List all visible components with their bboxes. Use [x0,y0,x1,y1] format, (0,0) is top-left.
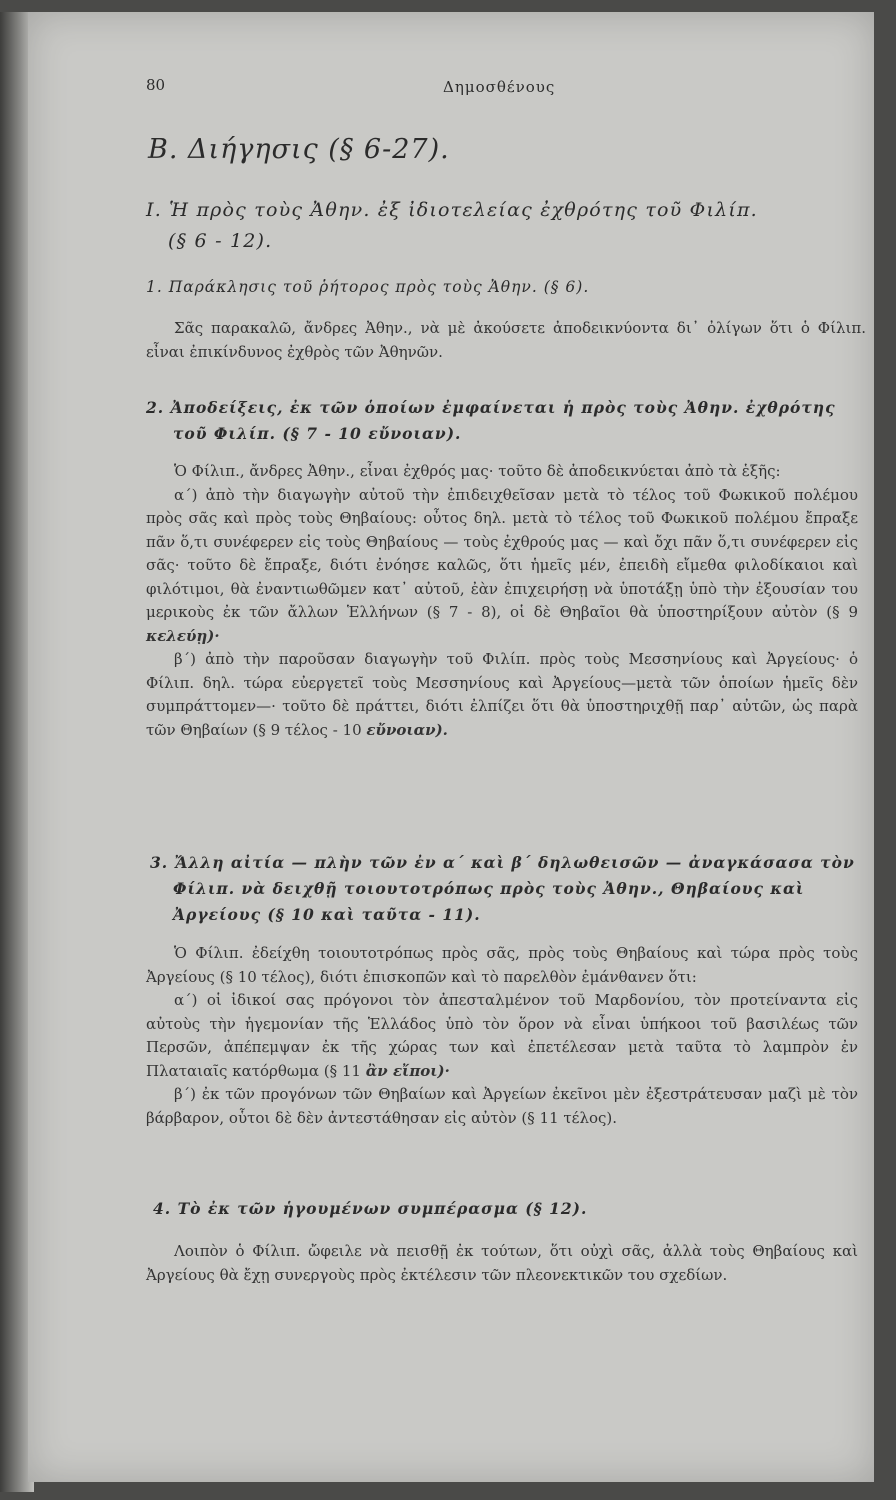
heading-I-line1: Ι. Ἡ πρὸς τοὺς Ἀθην. ἐξ ἰδιοτελείας ἐχθρότης τοῦ Φιλίπ. [146,199,758,221]
s3-paragraph-3: β´) ἐκ τῶν προγόνων τῶν Θηβαίων καὶ Ἀργείων ἐκεῖνοι μὲν ἐξεστράτευσαν μαζὶ μὲ τὸν βάρβαρον, οὗτοι δὲ δὲν ἀντεστάθησαν εἰς αὐτὸν (§ 11 τέλος). [146,1085,858,1127]
heading-I-line2: (§ 6 - 12). [168,230,273,252]
subheading-3-line3: Ἀργείους (§ 10 καὶ ταῦτα - 11). [173,905,481,924]
s2-paragraph-3-text: β´) ἀπὸ τὴν παροῦσαν διαγωγὴν τοῦ Φιλίπ. πρὸς τοὺς Μεσσηνίους καὶ Ἀργείους· ὁ Φίλιπ. δηλ. τώρα εὐεργετεῖ τοὺς Μεσσηνίους καὶ Ἀργείους—μετὰ τῶν ὁποίων ἡμεῖς δὲν συμπράττομεν—· τοῦτο δὲ πράττει, διότι ἐλπίζει ὅτι θὰ ὑποστηριχθῇ παρ᾽ αὐτῶν, ὡς παρὰ τῶν Θηβαίων (§ 9 τέλος - 10 [146,650,858,739]
s4-paragraph-1: Λοιπὸν ὁ Φίλιπ. ὤφειλε νὰ πεισθῇ ἐκ τούτων, ὅτι οὐχὶ σᾶς, ἀλλὰ τοὺς Θηβαίους καὶ Ἀργείους θὰ ἔχῃ συνεργοὺς πρὸς ἐκτέλεσιν τῶν πλεονεκτικῶν του σχεδίων. [146,1242,858,1284]
subheading-1: 1. Παράκλησις τοῦ ῥήτορος πρὸς τοὺς Ἀθην. (§ 6). [146,278,590,296]
s3-paragraph-2-text: α´) οἱ ἰδικοί σας πρόγονοι τὸν ἀπεσταλμένον τοῦ Μαρδονίου, τὸν προτείναντα εἰς αὐτοὺς τὴν ἡγεμονίαν τῆς Ἑλλάδος ὑπὸ τὸν ὅρον νὰ εἶναι ὑπήκοοι τοῦ βασιλέως τῶν Περσῶν, ἀπέπεμψαν ἐκ τῆς χώρας των καὶ ἐπετέλεσαν μετὰ ταῦτα τὸ λαμπρὸν ἐν Πλαταιαῖς κατόρθωμα (§ 11 [146,991,858,1080]
paragraph-1 [146,317,866,364]
section-2-body [146,460,858,742]
book-page [28,12,874,1482]
s3-paragraph-1: Ὁ Φίλιπ. ἐδείχθη τοιουτοτρόπως πρὸς σᾶς, πρὸς τοὺς Θηβαίους καὶ τώρα πρὸς τοὺς Ἀργείους (§ 10 τέλος), διότι ἐπισκοπῶν καὶ τὸ παρελθὸν ἐμάνθανεν ὅτι: [146,944,858,986]
paragraph-1-text: Σᾶς παρακαλῶ, ἄνδρες Ἀθην., νὰ μὲ ἀκούσετε ἀποδεικνύοντα δι᾽ ὀλίγων ὅτι ὁ Φίλιπ. εἶναι ἐπικίνδυνος ἐχθρὸς τῶν Ἀθηνῶν. [146,319,866,361]
page-number: 80 [146,76,166,94]
subheading-3-line2: Φίλιπ. νὰ δειχθῇ τοιουτοτρόπως πρὸς τοὺς Ἀθην., Θηβαίους καὶ [173,879,805,898]
running-title: Δημοσθένους [443,78,556,96]
subheading-4: 4. Τὸ ἐκ τῶν ἡγουμένων συμπέρασμα (§ 12). [153,1199,588,1218]
s3-paragraph-2-bold: ἂν εἴποι)· [365,1061,450,1080]
subheading-2-line2: τοῦ Φιλίπ. (§ 7 - 10 εὔνοιαν). [173,424,462,443]
s2-paragraph-3-bold: εὔνοιαν). [366,720,448,739]
s3-paragraph-2 [146,989,858,1083]
subheading-2-line1: 2. Ἀποδείξεις, ἐκ τῶν ὁποίων ἐμφαίνεται ἡ πρὸς τοὺς Ἀθην. ἐχθρότης [146,398,836,417]
s2-paragraph-2-bold: κελεύῃ)· [146,626,220,645]
s2-paragraph-2 [146,484,858,649]
subheading-3-line1: 3. Ἄλλη αἰτία — πλὴν τῶν ἐν α´ καὶ β´ δηλωθεισῶν — ἀναγκάσασα τὸν [150,853,855,872]
section-3-body [146,942,858,1130]
s2-paragraph-1: Ὁ Φίλιπ., ἄνδρες Ἀθην., εἶναι ἐχθρός μας· τοῦτο δὲ ἀποδεικνύεται ἀπὸ τὰ ἑξῆς: [174,462,781,480]
section-title: Β. Διήγησις (§ 6-27). [148,134,450,165]
s2-paragraph-3 [146,648,858,742]
s2-paragraph-2-text: α´) ἀπὸ τὴν διαγωγὴν αὐτοῦ τὴν ἐπιδειχθεῖσαν μετὰ τὸ τέλος τοῦ Φωκικοῦ πολέμου πρὸς σᾶς καὶ πρὸς τοὺς Θηβαίους: οὗτος δηλ. μετὰ τὸ τέλος τοῦ Φωκικοῦ πολέμου ἔπραξε πᾶν ὅ,τι συνέφερεν εἰς τοὺς Θηβαίους — τοὺς ἐχθρούς μας — καὶ ὄχι πᾶν ὅ,τι συνέφερεν εἰς σᾶς· τοῦτο δὲ ἔπραξε, διότι ἐνόησε καλῶς, ὅτι ἡμεῖς μέν, ἐπειδὴ εἴμεθα φιλοδίκαιοι καὶ φιλότιμοι, θὰ ἐναντιωθῶμεν κατ᾽ αὐτοῦ, ἐὰν ἐπιχειρήσῃ νὰ ὑποτάξῃ ὑπὸ τὴν ἐξουσίαν του μερικοὺς ἐκ τῶν ἄλλων Ἑλλήνων (§ 7 - 8), οἱ δὲ Θηβαῖοι θὰ ὑποστηρίξουν αὐτὸν (§ 9 [146,485,858,621]
section-4-body [146,1240,858,1287]
